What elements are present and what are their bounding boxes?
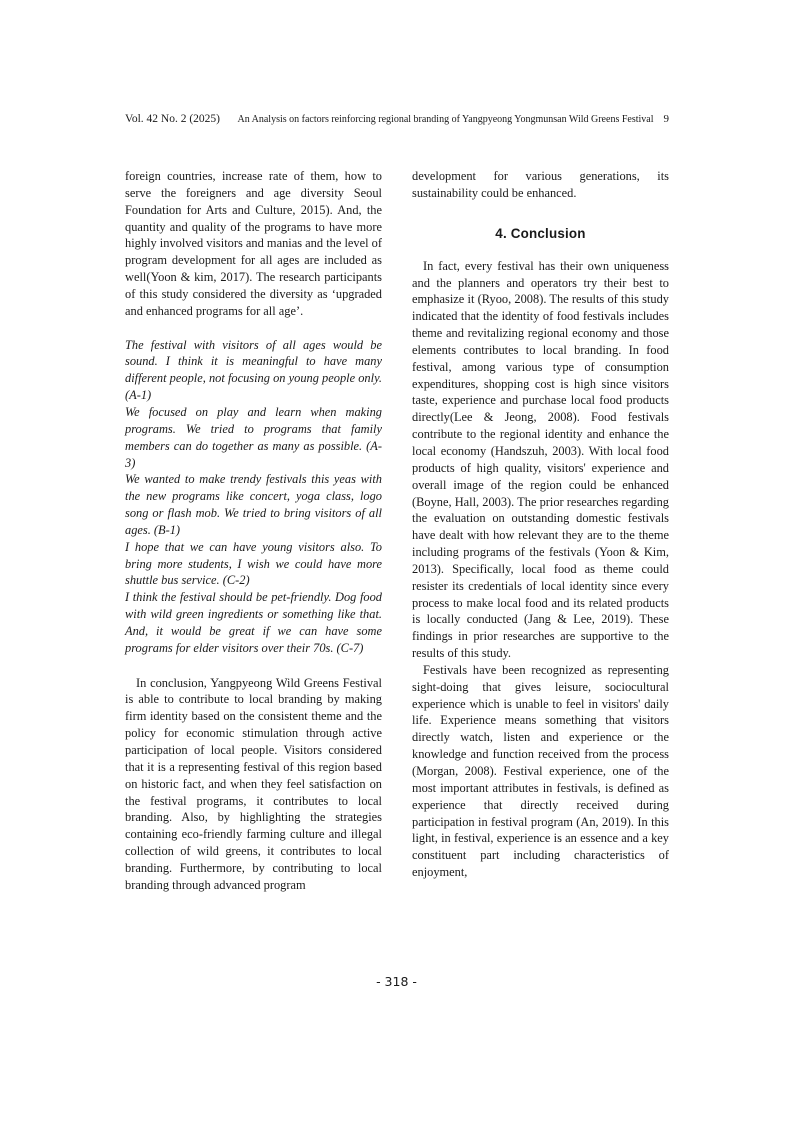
running-header [125,111,669,127]
right-column [412,168,669,881]
interview-quote: I think the festival should be pet-friendly. Dog food with wild green ingredients or something like that. And, it would be great if we can have some programs for elder visitors over their 70s. (C-7) [125,590,382,655]
interview-quote: We focused on play and learn when making programs. We tried to programs that family members can do together as many as possible. (A-3) [125,404,382,470]
interview-quotes [125,337,382,657]
interview-quote: We wanted to make trendy festivals this yeas with the new programs like concert, yoga class, logo song or flash mob. We tried to bring visitors of all ages. (B-1) [125,472,382,537]
interview-quote: The festival with visitors of all ages would be sound. I think it is meaningful to have many different people, not focusing on young people only. (A-1) [125,337,382,403]
header-page-number: 9 [663,113,669,125]
journal-volume: Vol. 42 No. 2 (2025) [125,113,220,125]
article-title: An Analysis on factors reinforcing regional branding of Yangpyeong Yongmunsan Wild Greens Festival [237,114,654,125]
section-heading: 4. Conclusion [495,225,586,241]
header-article-info [237,111,669,128]
body-paragraph: foreign countries, increase rate of them, how to serve the foreigners and age diversity Seoul Foundation for Arts and Culture, 2015). And, the quantity and quality of the programs to have more highly involved visitors and manias and the level of program development for all ages are included as well(Yoon & kim, 2017). The research participants of this study considered the diversity as ‘upgraded and enhanced programs for all age’. [125,169,382,318]
body-paragraph: development for various generations, its sustainability could be enhanced. [412,169,669,200]
left-column [125,168,382,894]
interview-quote: I hope that we can have young visitors also. To bring more students, I wish we could have more shuttle bus service. (C-2) [125,539,382,588]
body-paragraph: In fact, every festival has their own uniqueness and the planners and operators try their best to emphasize it (Ryoo, 2008). The results of this study indicated that the identity of food festivals includes theme and revitalizing regional economy and those elements contributes to local branding. In food festival, among various type of consumption expenditures, shopping cost is high since visitors taste, experience and purchase local food products directly(Lee & Jeong, 2008). Food festivals contribute to the regional identity and enhance the local economy (Handszuh, 2003). With local food products of high quality, visitors' experience and overall image of the region could be enhanced (Boyne, Hall, 2003). The prior researches regarding the evaluation on outstanding domestic festivals have dealt with how relevant they are to the theme including programs of the festivals (Yoon & Kim, 2013). Specifically, local food as theme could resister its credentials of local identity since every process to make local food and its related products is locally conducted (Jang & Lee, 2019). These findings in prior researches are supportive to the results of this study. [412,258,669,661]
body-paragraph: Festivals have been recognized as representing sight-doing that gives leisure, sociocultural experience which is unable to feel in visitors' daily life. Experience means something that visitors directly watch, listen and experience or the knowledge and function received from the process (Morgan, 2008). Festival experience, one of the most important attributes in festivals, is defined as experience that directly received during participation in festival program (An, 2019). In this light, in festival, experience is an essence and a key constituent part including characteristics of enjoyment, [412,662,669,880]
page-footer-number: - 318 - [376,974,417,989]
body-paragraph: In conclusion, Yangpyeong Wild Greens Festival is able to contribute to local branding by making firm identity based on the consistent theme and the policy for economic stimulation through active participation of local people. Visitors considered that it is a representing festival of this region based on historic fact, and when they feel satisfaction on the festival programs, it contributes to local branding. Also, by highlighting the strategies containing eco-friendly farming culture and illegal collection of wild greens, it contributes to local branding. Furthermore, by contributing to local branding through advanced program [125,675,382,892]
